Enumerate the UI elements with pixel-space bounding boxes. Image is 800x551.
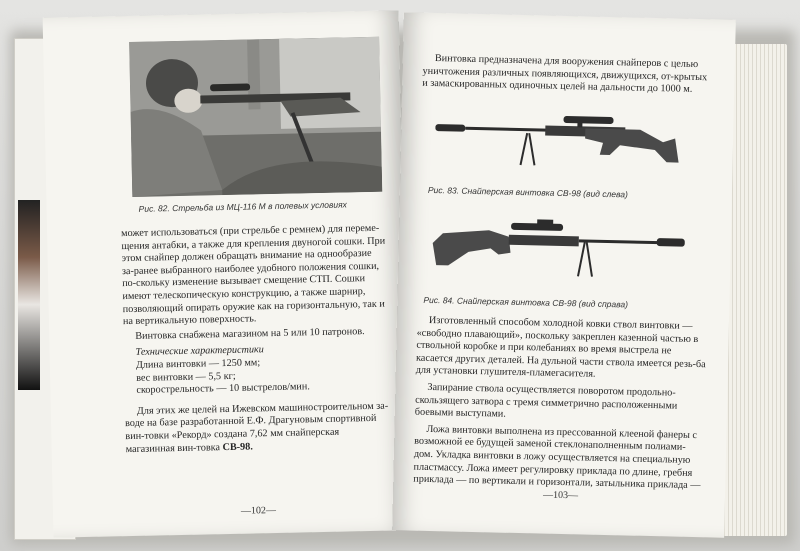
figure-83-caption: Рис. 83. Снайперская винтовка СВ-98 (вид слева)	[427, 184, 628, 200]
page-number-right: —103—	[542, 489, 579, 502]
right-page-intro	[422, 53, 711, 97]
left-page-body	[121, 223, 390, 457]
paragraph	[125, 400, 390, 456]
rifle-model: СВ-98.	[222, 440, 253, 453]
paragraph: Запирание ствола осуществляется поворотом продольно-скользящего затвора с тремя симметрично расположенными боевыми выступами.	[414, 381, 678, 420]
paragraph: может использоваться (при стрельбе с ремнем) для переме-щения антабки, а также для крепления двуногой сошки. При этом снайпер должен обращать внимание на однообразие за-ранее выбранного наиболее удобного положения сошки, по-скольку изменение вызывает смещение СТП. Сошки имеют телескопическую конструкцию, а также шарнир, позволяющий опирать оружие как на горизонтальную, так и на вертикальную поверхность.	[121, 222, 386, 328]
paragraph: Ложа винтовки выполнена из прессованной клееной фанеры с возможной ее будущей заменой стеклонаполненным полиами-дом. Укладка винтовки в ложу осуществляется на специальную пластмассу. Ложа имеет регулировку приклада по длине, гребня приклада — по вертикали и горизонтали, затыльника приклада —	[413, 423, 701, 492]
rifle-left-view-drawing	[434, 111, 685, 177]
spec-line: Длина винтовки — 1250 мм;	[135, 357, 261, 371]
paragraph: Изготовленный способом холодной ковки ствол винтовки — «свободно плавающий», поскольку закреплен казенной частью в ствольной коробке и при колебаниях во время выстрела не касается других деталей. На дульной части ствола имеется резь-ба для установки глушителя-пламегасителя.	[415, 314, 706, 381]
figure-82-caption: Рис. 82. Стрельба из МЦ-116 М в полевых условиях	[138, 199, 347, 214]
cover-artwork-strip	[18, 200, 40, 390]
paragraph: Винтовка снабжена магазином на 5 или 10 патронов.	[135, 325, 365, 342]
spec-line: вес винтовки — 5,5 кг;	[136, 370, 236, 384]
left-page	[43, 10, 410, 537]
rifle-right-view-drawing	[428, 215, 690, 291]
right-page-body	[413, 315, 707, 493]
page-number-left: —102—	[240, 505, 277, 517]
specs-heading: Технические характеристики	[135, 344, 264, 359]
paragraph: Винтовка предназначена для вооружения снайперов с целью уничтожения различных появляющихся, движущихся, от-крытых и замаскированных одиночных целей на дальности до 1000 м.	[422, 53, 708, 96]
right-page	[392, 12, 736, 537]
spec-line: скорострельность — 10 выстрелов/мин.	[136, 381, 310, 397]
closing-text: Для этих же целей на Ижевском машиностроительном за-воде на базе разработанной Е.Ф. Драгуновым спортивной вин-товки «Рекорд» создана 7,62 мм снайперская магазинная вин-товка	[125, 400, 389, 455]
field-shooting-photo	[129, 37, 382, 197]
figure-84-caption: Рис. 84. Снайперская винтовка СВ-98 (вид справа)	[423, 294, 629, 310]
